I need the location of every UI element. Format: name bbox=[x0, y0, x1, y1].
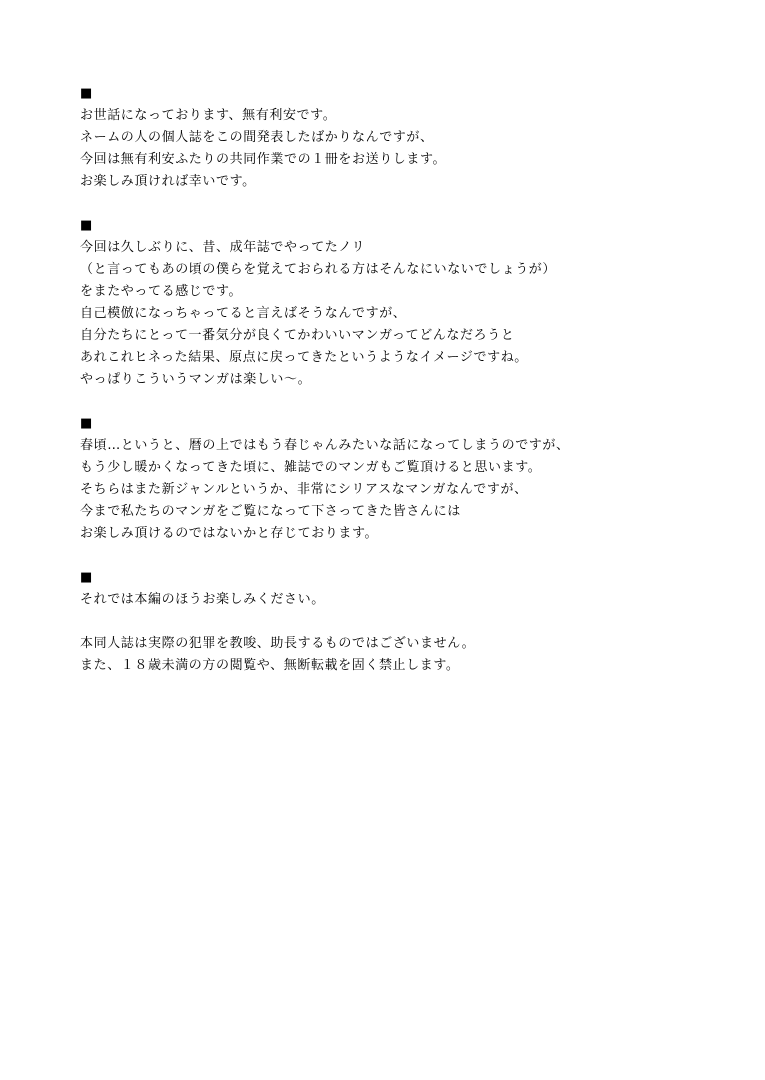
section-marker: ■ bbox=[80, 416, 93, 431]
text-line: もう少し暖かくなってきた頃に、雑誌でのマンガもご覧頂けると思います。 bbox=[80, 460, 542, 475]
text-line: 今回は無有利安ふたりの共同作業での１冊をお送りします。 bbox=[80, 152, 447, 167]
section-greeting bbox=[80, 83, 740, 193]
text-line: お楽しみ頂けるのではないかと存じております。 bbox=[80, 526, 379, 541]
notice-line: 本同人誌は実際の犯罪を教唆、助長するものではございません。 bbox=[80, 636, 476, 651]
section-marker: ■ bbox=[80, 218, 93, 233]
section-announcement bbox=[80, 413, 740, 545]
afterword-document bbox=[80, 83, 740, 699]
text-line: 自分たちにとって一番気分が良くてかわいいマンガってどんなだろうと bbox=[80, 328, 515, 343]
section-closing bbox=[80, 567, 740, 611]
text-line: お世話になっております、無有利安です。 bbox=[80, 108, 337, 123]
text-line: 今まで私たちのマンガをご覧になって下さってきた皆さんには bbox=[80, 504, 461, 519]
text-line: をまたやってる感じです。 bbox=[80, 284, 243, 299]
text-line: （と言ってもあの頃の僕らを覚えておられる方はそんなにいないでしょうが） bbox=[80, 262, 557, 277]
text-line: 今回は久しぶりに、昔、成年誌でやってたノリ bbox=[80, 240, 366, 255]
text-line: やっぱりこういうマンガは楽しい～。 bbox=[80, 372, 312, 387]
text-line: 春頃…というと、暦の上ではもう春じゃんみたいな話になってしまうのですが、 bbox=[80, 438, 570, 453]
notice-line: また、１８歳未満の方の閲覧や、無断転載を固く禁止します。 bbox=[80, 658, 460, 673]
text-line: そちらはまた新ジャンルというか、非常にシリアスなマンガなんですが、 bbox=[80, 482, 528, 497]
text-line: それでは本編のほうお楽しみください。 bbox=[80, 592, 325, 607]
text-line: ネームの人の個人誌をこの間発表したばかりなんですが、 bbox=[80, 130, 434, 145]
legal-notice bbox=[80, 633, 740, 677]
text-line: 自己模倣になっちゃってると言えばそうなんですが、 bbox=[80, 306, 407, 321]
text-line: あれこれヒネった結果、原点に戻ってきたというようなイメージですね。 bbox=[80, 350, 528, 365]
section-concept bbox=[80, 215, 740, 391]
section-marker: ■ bbox=[80, 570, 93, 585]
section-marker: ■ bbox=[80, 86, 93, 101]
text-line: お楽しみ頂ければ幸いです。 bbox=[80, 174, 256, 189]
